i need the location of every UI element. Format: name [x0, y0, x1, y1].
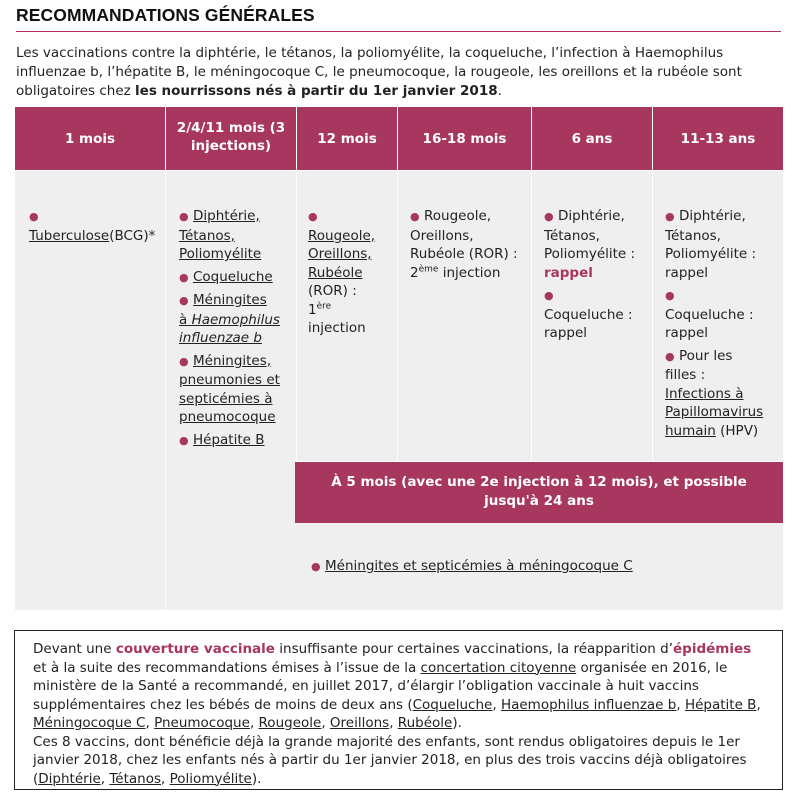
column-6-ans: [544, 207, 650, 347]
link-rougeole[interactable]: Rougeole,: [308, 227, 376, 244]
link-poliomyelite[interactable]: Poliomyélite: [179, 246, 262, 262]
list-item: ● Pour les filles : Infections à Papillomavirus humain (HPV): [665, 347, 764, 439]
column-16-18-mois: ● Rougeole, Oreillons, Rubéole (ROR) : 2ème injection: [410, 208, 518, 281]
vaccination-schedule-table: [15, 107, 783, 610]
list-item: ● Diphtérie, Tétanos, Poliomyélite : rappel: [665, 208, 757, 281]
column-12-mois: ● Rougeole, Oreillons, Rubéole (ROR) : 1ère injection: [308, 210, 376, 336]
link-coqueluche[interactable]: Coqueluche: [193, 268, 273, 285]
link-tetanos[interactable]: Tétanos,: [179, 227, 235, 244]
bullet-icon: ●: [179, 270, 189, 284]
list-item: [179, 207, 294, 264]
bullet-icon: ●: [665, 289, 675, 302]
link-epidemies[interactable]: épidémies: [673, 641, 752, 657]
link-oreillons[interactable]: Oreillons,: [308, 246, 372, 262]
link-humain[interactable]: humain: [665, 422, 716, 439]
list-item: ● Coqueluche : rappel: [544, 289, 633, 341]
column-1-mois: ● Tuberculose(BCG)*: [29, 210, 156, 244]
bullet-icon: ●: [179, 354, 189, 368]
bullet-icon: ●: [665, 210, 675, 223]
bullet-icon: ●: [179, 294, 189, 307]
column-divider: [397, 107, 398, 462]
link-couverture-vaccinale[interactable]: couverture vaccinale: [115, 641, 275, 657]
list-item: ● Diphtérie, Tétanos, Poliomyélite : rappel: [544, 208, 636, 281]
header-divider: [15, 170, 783, 171]
bullet-icon: ●: [665, 349, 675, 363]
bullet-icon: ●: [544, 289, 554, 302]
bullet-icon: ●: [544, 210, 554, 223]
bullet-icon: ●: [410, 210, 420, 223]
column-11-13-ans: [665, 207, 781, 444]
link-diphterie[interactable]: Diphtérie,: [193, 208, 260, 224]
link-concertation-citoyenne[interactable]: concertation citoyenne: [420, 659, 577, 676]
link-hepatite-b[interactable]: Hépatite B: [193, 431, 265, 448]
meningocoque-c-band: À 5 mois (avec une 2e injection à 12 mois), et possible jusqu'à 24 ans: [295, 462, 783, 523]
link-rubeole[interactable]: Rubéole: [397, 715, 453, 731]
link-diphterie[interactable]: Diphtérie: [38, 770, 101, 787]
header-12-mois: 12 mois: [297, 107, 397, 170]
header-6-ans: 6 ans: [532, 107, 652, 170]
list-item: [179, 268, 294, 288]
info-box: Devant une couverture vaccinale insuffisante pour certaines vaccinations, la réapparition d’épidémies et à la suite des recommandations émises à l’issue de la concertation citoyenne organisée en 2016, le ministère de la Santé a recommandé, en juillet 2017, d’élargir l’obligation vaccinale à huit vaccins supplémentaires chez les bébés de moins de deux ans (Coqueluche, Haemophilus influenzae b, Hépatite B, Méningocoque C, Pneumocoque, Rougeole, Oreillons, Rubéole). Ces 8 vaccins, dont bénéficie déjà la grande majorité des enfants, sont rendus obligatoires depuis le 1er janvier 2018, chez les enfants nés à partir du 1er janvier 2018, en plus des trois vaccins déjà obligatoires (Diphtérie, Tétanos, Poliomyélite).: [14, 630, 783, 790]
link-haemophilus[interactable]: Haemophilus influenzae b: [179, 311, 280, 346]
list-item: ● Méningites à Haemophilus influenzae b: [179, 292, 280, 346]
link-pneumocoque[interactable]: Pneumocoque: [154, 715, 250, 731]
link-haemophilus[interactable]: Haemophilus influenzae b: [500, 696, 677, 713]
column-2-4-11-mois: [179, 207, 294, 454]
column-divider: [165, 107, 166, 610]
link-meningocoque-c[interactable]: Méningocoque C: [33, 715, 146, 731]
bullet-icon: ●: [179, 433, 189, 447]
link-meningocoque-c[interactable]: Méningites et septicémies à méningocoque C: [325, 558, 633, 574]
intro-paragraph: Les vaccinations contre la diphtérie, le tétanos, la poliomyélite, la coqueluche, l’infection à Haemophilus influenzae b, l’hépatite B, le méningocoque C, le pneumocoque, la rougeole, les oreillons et la rubéole sont obligatoires chez les nourrissons nés à partir du 1er janvier 2018.: [16, 45, 742, 99]
link-rubeole[interactable]: Rubéole: [308, 264, 363, 281]
link-tetanos[interactable]: Tétanos: [109, 770, 162, 787]
header-1-mois: 1 mois: [15, 107, 165, 170]
link-poliomyelite[interactable]: Poliomyélite: [169, 770, 252, 787]
list-item: ● Coqueluche : rappel: [665, 289, 754, 341]
column-divider: [296, 107, 297, 462]
column-divider: [652, 107, 653, 462]
header-11-13-ans: 11-13 ans: [653, 107, 783, 170]
link-meningites[interactable]: Méningites: [193, 292, 267, 308]
list-item: ● Méningites, pneumonies et septicémies à pneumocoque: [179, 352, 280, 425]
link-meningites-pneumo[interactable]: Méningites,: [193, 352, 272, 369]
column-divider: [531, 107, 532, 462]
bullet-icon: ●: [311, 560, 321, 573]
link-rougeole[interactable]: Rougeole: [258, 715, 322, 731]
bullet-icon: ●: [29, 210, 39, 223]
intro-bold: les nourrissons nés à partir du 1er janvier 2018: [135, 83, 498, 99]
link-hepatite-b[interactable]: Hépatite B: [684, 696, 757, 713]
section-title-text: RECOMMANDATIONS GÉNÉRALES: [16, 5, 315, 25]
link-tuberculose[interactable]: Tuberculose: [29, 227, 110, 244]
link-coqueluche[interactable]: Coqueluche: [412, 696, 493, 713]
link-papillomavirus[interactable]: Papillomavirus: [665, 404, 764, 420]
list-item: [179, 431, 294, 451]
header-16-18-mois: 16-18 mois: [398, 107, 531, 170]
link-hpv[interactable]: Infections à: [665, 385, 744, 402]
section-title: [16, 6, 781, 32]
header-2-4-11-mois: 2/4/11 mois (3 injections): [166, 107, 296, 170]
bullet-icon: ●: [308, 210, 318, 223]
link-oreillons[interactable]: Oreillons: [329, 715, 390, 731]
list-item: [311, 557, 633, 576]
bullet-icon: ●: [179, 210, 189, 223]
